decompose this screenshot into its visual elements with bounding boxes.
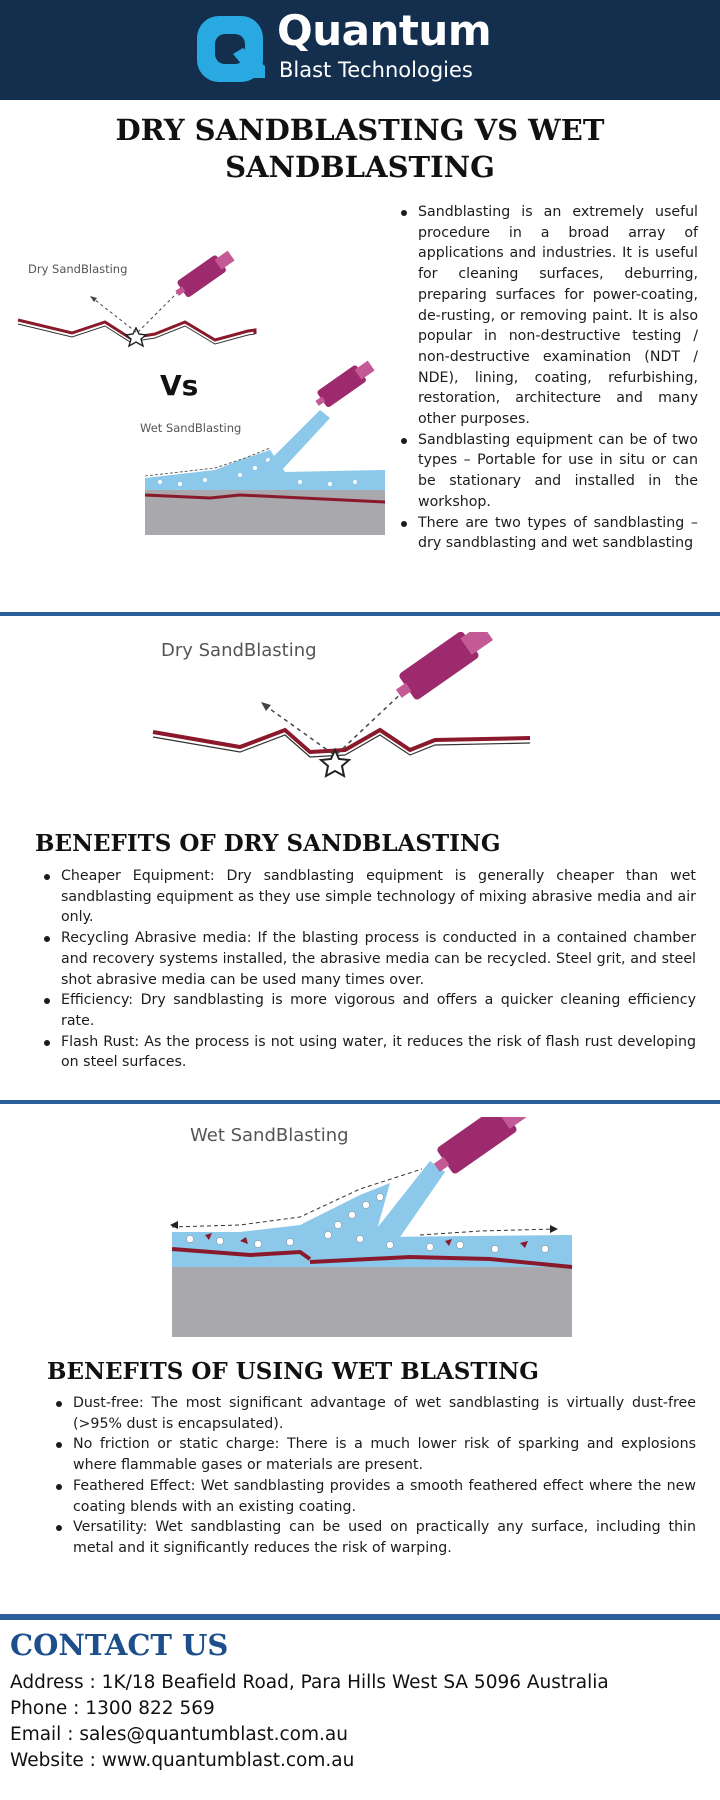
contact-phone[interactable]: Phone : 1300 822 569 — [10, 1698, 215, 1719]
dry-benefits-list — [34, 866, 696, 1073]
wet-nozzle-icon — [311, 357, 377, 411]
wet-sandblasting-label: Wet SandBlasting — [190, 1125, 349, 1146]
impact-star-icon — [126, 328, 146, 346]
list-item: Efficiency: Dry sandblasting is more vigorous and offers a quicker cleaning efficiency rate. — [34, 990, 696, 1031]
wet-benefits-heading: BENEFITS OF USING WET BLASTING — [47, 1358, 539, 1385]
section-divider — [0, 612, 720, 616]
list-item: There are two types of sandblasting – dry sandblasting and wet sandblasting — [398, 513, 698, 554]
contact-address: Address : 1K/18 Beafield Road, Para Hills West SA 5096 Australia — [10, 1672, 609, 1693]
contact-website[interactable]: Website : www.quantumblast.com.au — [10, 1750, 355, 1771]
dry-nozzle-icon — [390, 632, 497, 707]
section-divider — [0, 1100, 720, 1104]
wet-sandblasting-illustration — [160, 1117, 580, 1342]
list-item: Cheaper Equipment: Dry sandblasting equipment is generally cheaper than wet sandblasting equipment as they use simple technology of mixing abrasive media and air only. — [34, 866, 696, 928]
list-item: Sandblasting is an extremely useful procedure in a broad array of applications and industries. It is useful for cleaning surfaces, deburring, preparing surfaces for power-coating, de-rusting, or removing paint. It is also popular in non-destructive testing / non-destructive examination (NDT / NDE), lining, coating, refurbishing, restoration, architecture and many other purposes. — [398, 202, 698, 430]
quantum-q-logo-icon — [193, 12, 267, 86]
list-item: Sandblasting equipment can be of two types – Portable for use in situ or can be stationary and installed in the workshop. — [398, 430, 698, 513]
wet-benefits-list — [46, 1393, 696, 1559]
wet-sandblasting-label: Wet SandBlasting — [140, 421, 242, 435]
page-title: DRY SANDBLASTING VS WET SANDBLASTING — [115, 113, 605, 184]
impact-star-icon — [321, 750, 349, 776]
list-item: Flash Rust: As the process is not using water, it reduces the risk of flash rust developing on steel surfaces. — [34, 1032, 696, 1073]
intro-bullet-list — [398, 202, 698, 554]
list-item: Feathered Effect: Wet sandblasting provides a smooth feathered effect where the new coating blends with an existing coating. — [46, 1476, 696, 1517]
dry-sandblasting-illustration — [145, 632, 565, 802]
section-divider — [0, 1614, 720, 1620]
dry-sandblasting-label: Dry SandBlasting — [161, 640, 317, 661]
list-item: Dust-free: The most significant advantage of wet sandblasting is virtually dust-free (>95% dust is encapsulated). — [46, 1393, 696, 1434]
brand-name: Quantum — [277, 6, 492, 55]
dry-benefits-heading: BENEFITS OF DRY SANDBLASTING — [35, 830, 501, 857]
vs-label: Vs — [160, 369, 199, 402]
header-bar — [0, 0, 720, 100]
company-logo[interactable] — [193, 6, 533, 92]
contact-email[interactable]: Email : sales@quantumblast.com.au — [10, 1724, 348, 1745]
list-item: No friction or static charge: There is a much lower risk of sparking and explosions where flammable gases or materials are present. — [46, 1434, 696, 1475]
contact-heading: CONTACT US — [10, 1628, 229, 1662]
list-item: Recycling Abrasive media: If the blasting process is conducted in a contained chamber and recovery systems installed, the abrasive media can be recycled. Steel grit, and steel shot abrasive media can be used many times over. — [34, 928, 696, 990]
brand-tagline: Blast Technologies — [279, 58, 473, 82]
dry-nozzle-icon — [171, 250, 237, 302]
dry-vs-wet-illustration — [10, 250, 390, 550]
dry-sandblasting-label: Dry SandBlasting — [28, 262, 128, 276]
list-item: Versatility: Wet sandblasting can be used on practically any surface, including thin metal and it significantly reduces the risk of warping. — [46, 1517, 696, 1558]
